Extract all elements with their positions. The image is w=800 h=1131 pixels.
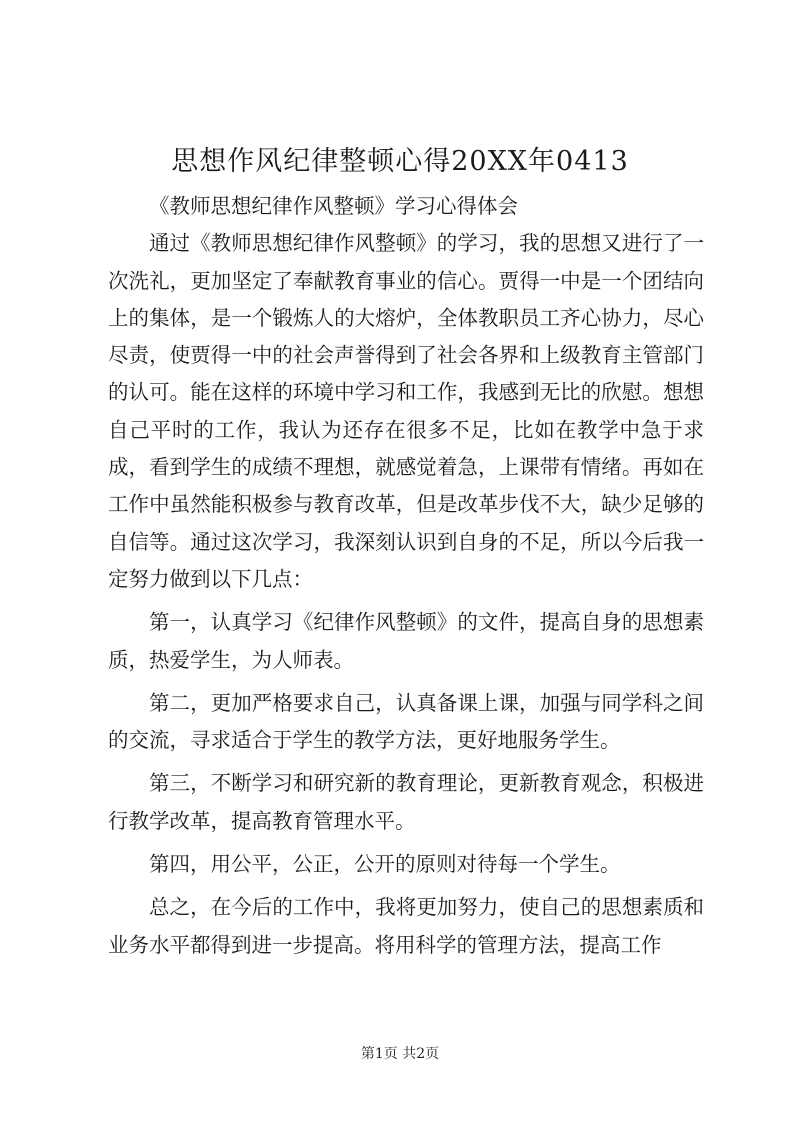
document-subtitle: 《教师思想纪律作风整顿》学习心得体会: [149, 194, 518, 218]
document-title: 思想作风纪律整顿心得20XX年0413: [171, 146, 629, 177]
paragraph-point-1: 第一，认真学习《纪律作风整顿》的文件，提高自身的思想素质，热爱学生，为人师表。: [108, 610, 704, 672]
document-body: [108, 188, 704, 964]
paragraph-intro: 通过《教师思想纪律作风整顿》的学习，我的思想又进行了一次洗礼，更加坚定了奉献教育事业的信心。贾得一中是一个团结向上的集体，是一个锻炼人的大熔炉，全体教职员工齐心协力，尽心尽责，使贾得一中的社会声誉得到了社会各界和上级教育主管部门的认可。能在这样的环境中学习和工作，我感到无比的欣慰。想想自己平时的工作，我认为还存在很多不足，比如在教学中急于求成，看到学生的成绩不理想，就感觉着急，上课带有情绪。再如在工作中虽然能积极参与教育改革，但是改革步伐不大，缺少足够的自信等。通过这次学习，我深刻认识到自身的不足，所以今后我一定努力做到以下几点：: [108, 231, 704, 591]
paragraph-point-2: 第二，更加严格要求自己，认真备课上课，加强与同学科之间的交流，寻求适合于学生的教学方法，更好地服务学生。: [108, 690, 704, 753]
page-number-footer: 第1页 共2页: [360, 1046, 440, 1062]
paragraph-point-3: 第三，不断学习和研究新的教育理论，更新教育观念，积极进行教学改革，提高教育管理水平。: [108, 771, 704, 833]
paragraph-point-4: 第四，用公平，公正，公开的原则对待每一个学生。: [149, 852, 621, 877]
paragraph-conclusion: 总之，在今后的工作中，我将更加努力，使自己的思想素质和业务水平都得到进一步提高。将用科学的管理方法，提高工作: [108, 895, 704, 957]
